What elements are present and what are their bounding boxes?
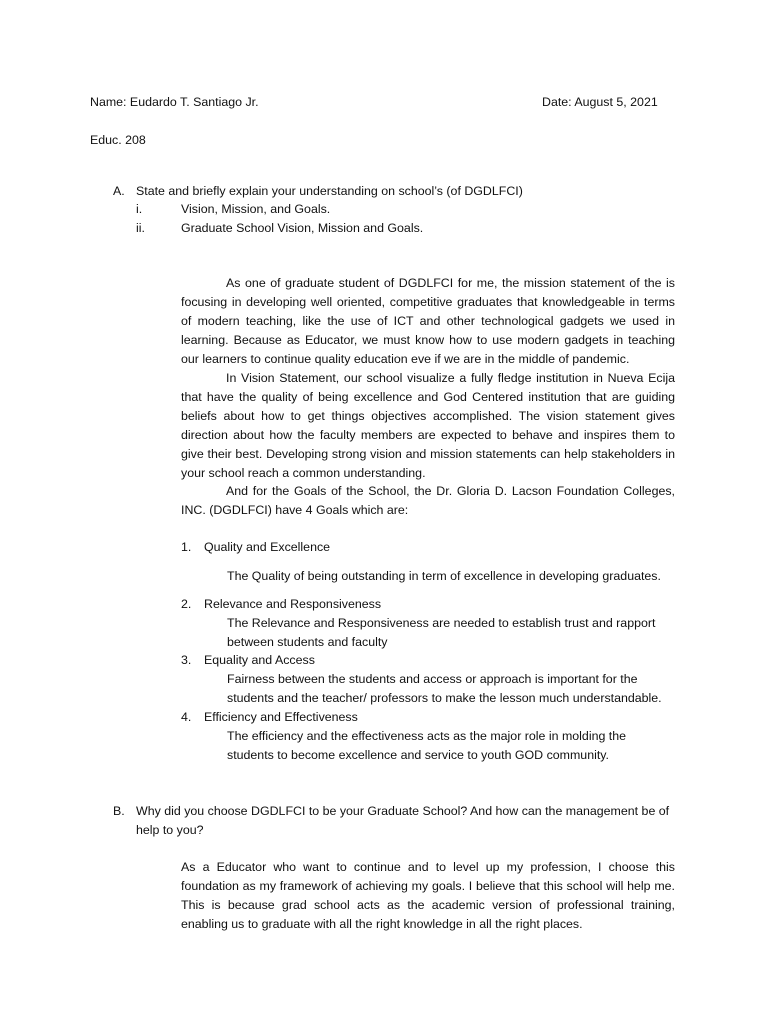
goal-marker: 3. — [181, 653, 192, 667]
goal-description: The efficiency and the effectiveness acts as the major role in molding the students to become excellence and service to youth GOD community. — [227, 729, 627, 762]
goal-title: Relevance and Responsiveness — [204, 597, 382, 611]
vision-paragraph: In Vision Statement, our school visualize a fully fledge institution in Nueva Ecija that have the quality of being excellence and God Centered institution that are guiding beliefs about how to get things objectives accomplished. The vision statement gives direction about how the faculty members are expected to behave and inspires them to give their best. Developing strong vision and mission statements can help stakeholders in your school reach a common understanding. — [181, 371, 675, 480]
subitem-text: Vision, Mission, and Goals. — [181, 202, 331, 216]
document-date: Date: August 5, 2021 — [542, 95, 658, 109]
section-a-question: State and briefly explain your understanding on school’s (of DGDLFCI) — [136, 184, 523, 198]
goal-marker: 2. — [181, 597, 192, 611]
goal-title: Efficiency and Effectiveness — [204, 710, 358, 724]
goals-intro-paragraph: And for the Goals of the School, the Dr. Gloria D. Lacson Foundation Colleges, INC. (DGDLFCI) have 4 Goals which are: — [181, 484, 675, 517]
subitem-marker: ii. — [136, 221, 145, 235]
mission-paragraph: As one of graduate student of DGDLFCI for me, the mission statement of the is focusing in developing well oriented, competitive graduates that knowledgeable in terms of modern teaching, like the use of ICT and other technological gadgets we used in learning. Because as Educator, we must know how to use modern gadgets in teaching our learners to continue quality education eve if we are in the middle of pandemic. — [181, 276, 675, 366]
section-b-answer: As a Educator who want to continue and to level up my profession, I choose this foundation as my framework of achieving my goals. I believe that this school will help me. This is because grad school acts as the academic version of professional training, enabling us to graduate with all the right knowledge in all the right places. — [181, 860, 675, 931]
subitem-marker: i. — [136, 202, 143, 216]
subitem-text: Graduate School Vision, Mission and Goals. — [181, 221, 424, 235]
course-code: Educ. 208 — [90, 133, 146, 147]
goal-marker: 1. — [181, 540, 192, 554]
section-a-marker: A. — [113, 184, 125, 198]
section-b-marker: B. — [113, 804, 125, 818]
student-name: Name: Eudardo T. Santiago Jr. — [90, 95, 259, 109]
goal-title: Quality and Excellence — [204, 540, 331, 554]
section-b-question: Why did you choose DGDLFCI to be your Graduate School? And how can the management be of help to you? — [136, 804, 670, 837]
goal-title: Equality and Access — [204, 653, 315, 667]
goal-description: The Relevance and Responsiveness are needed to establish trust and rapport between students and faculty — [227, 616, 656, 649]
goal-marker: 4. — [181, 710, 192, 724]
goal-description: The Quality of being outstanding in term of excellence in developing graduates. — [227, 569, 661, 583]
goal-description: Fairness between the students and access or approach is important for the students and the teacher/ professors to make the lesson much understandable. — [227, 672, 662, 705]
